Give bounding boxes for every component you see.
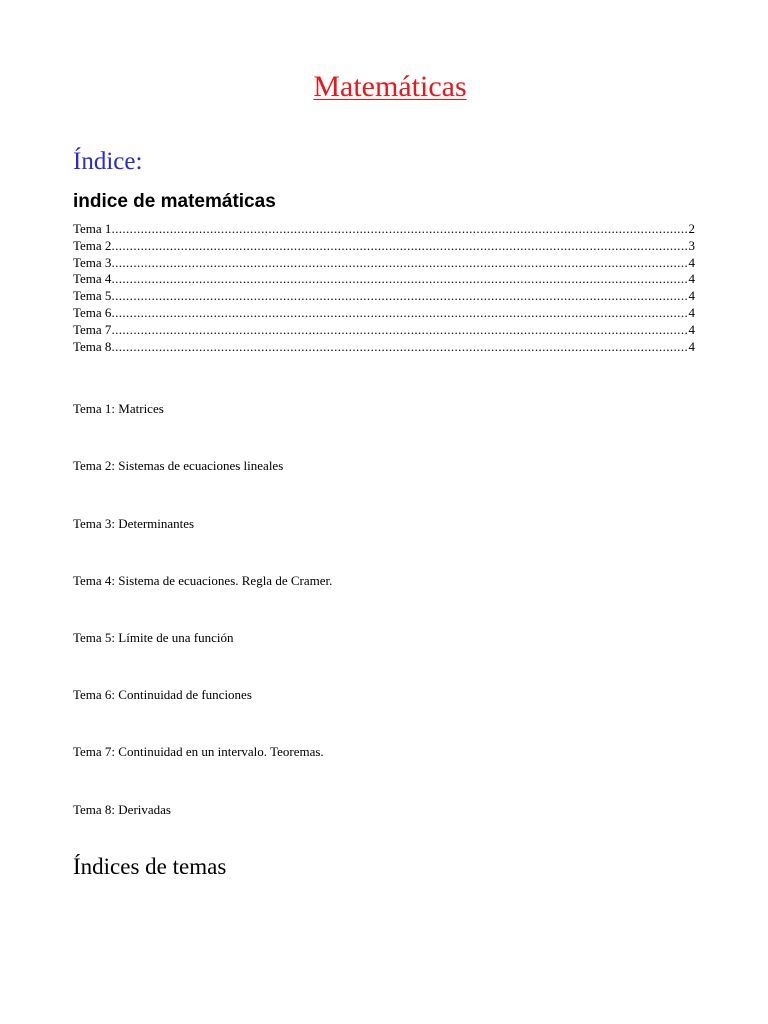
topic-heading-1: Tema 1: Matrices	[73, 401, 164, 416]
toc-entry-page: 4	[688, 288, 695, 304]
topic-heading-6: Tema 6: Continuidad de funciones	[73, 687, 252, 702]
toc-dot-leader	[111, 339, 688, 356]
toc-entry-page: 4	[688, 271, 695, 287]
toc-entry-label: Tema 8	[73, 338, 112, 354]
toc-entry-4[interactable]	[73, 271, 695, 288]
toc-entry-page: 4	[688, 321, 695, 337]
toc-entry-label: Tema 5	[73, 288, 112, 304]
toc-entry-page: 4	[688, 254, 695, 270]
toc-entry-page: 4	[688, 338, 695, 354]
toc-entry-6[interactable]	[73, 305, 695, 322]
topic-heading-5: Tema 5: Límite de una función	[73, 630, 234, 645]
toc-entry-8[interactable]	[73, 339, 695, 356]
toc-dot-leader	[111, 221, 688, 238]
toc-entry-label: Tema 4	[73, 271, 112, 287]
toc-entry-5[interactable]	[73, 288, 695, 305]
toc-entry-label: Tema 7	[73, 321, 112, 337]
topic-heading-2: Tema 2: Sistemas de ecuaciones lineales	[73, 458, 284, 473]
toc-dot-leader	[111, 238, 688, 255]
index-subheading: indice de matemáticas	[73, 191, 276, 212]
toc-entry-label: Tema 2	[73, 237, 112, 253]
document-title: Matemáticas	[313, 70, 467, 103]
toc-entry-7[interactable]	[73, 322, 695, 339]
topic-heading-3: Tema 3: Determinantes	[73, 516, 195, 531]
topic-heading-8: Tema 8: Derivadas	[73, 802, 171, 817]
toc-entry-page: 2	[688, 221, 695, 236]
toc-dot-leader	[111, 305, 688, 322]
toc-entry-3[interactable]	[73, 255, 695, 272]
topic-heading-4: Tema 4: Sistema de ecuaciones. Regla de Cramer.	[73, 573, 333, 588]
topics-index-heading: Índices de temas	[73, 854, 227, 879]
index-heading: Índice:	[73, 148, 143, 175]
toc-dot-leader	[111, 255, 688, 272]
toc-dot-leader	[111, 288, 688, 305]
toc-entry-page: 4	[688, 304, 695, 320]
toc-dot-leader	[111, 322, 688, 339]
toc-dot-leader	[111, 271, 688, 288]
toc-entry-2[interactable]	[73, 238, 695, 255]
toc-entry-label: Tema 6	[73, 304, 112, 320]
toc-entry-label: Tema 1	[73, 221, 112, 236]
topic-heading-7: Tema 7: Continuidad en un intervalo. Teoremas.	[73, 744, 324, 759]
toc-entry-label: Tema 3	[73, 254, 112, 270]
toc-entry-1[interactable]	[73, 221, 695, 238]
table-of-contents	[73, 221, 695, 355]
toc-entry-page: 3	[688, 237, 695, 253]
